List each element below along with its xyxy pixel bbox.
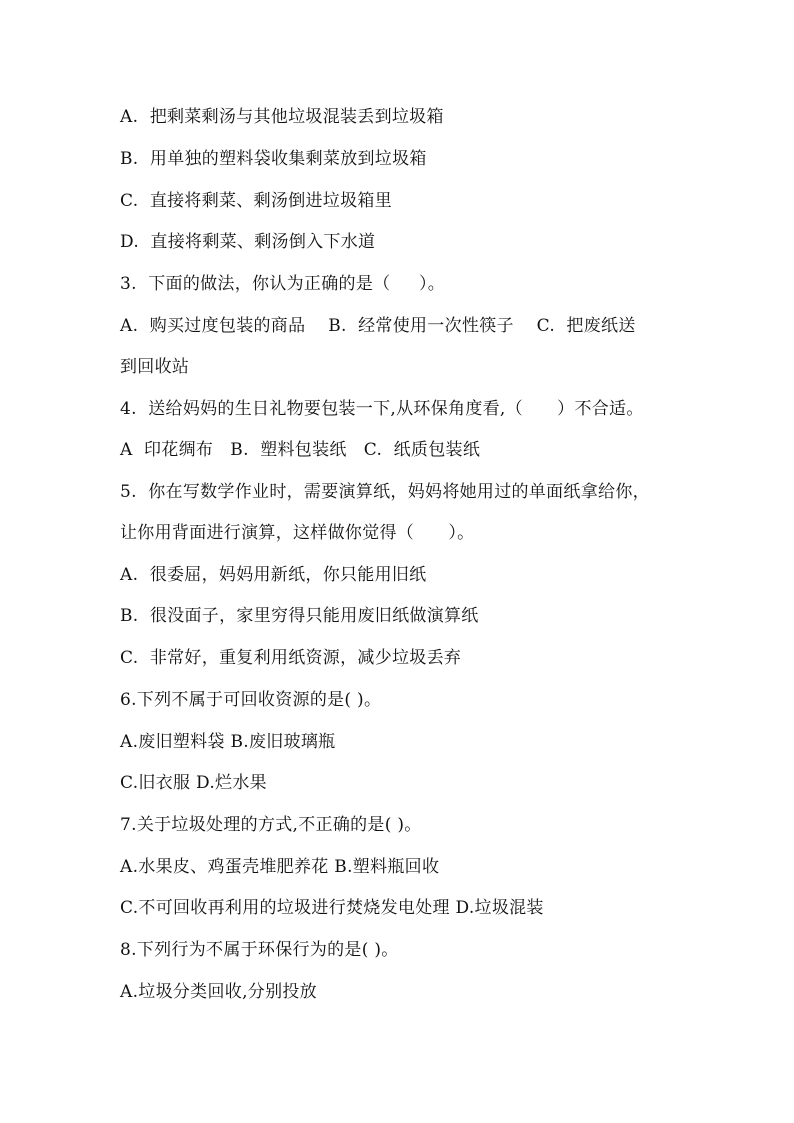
option-line: A 印花绸布 B. 塑料包装纸 C. 纸质包装纸 xyxy=(120,440,481,460)
question-line: 4. 送给妈妈的生日礼物要包装一下,从环保角度看,（ ）不合适。 xyxy=(120,399,644,419)
question-line: 8.下列行为不属于环保行为的是( )。 xyxy=(120,940,399,960)
option-line: C.不可回收再利用的垃圾进行焚烧发电处理 D.垃圾混装 xyxy=(120,898,544,918)
option-line: D. 直接将剩菜、剩汤倒入下水道 xyxy=(120,232,376,252)
option-line: C.旧衣服 D.烂水果 xyxy=(120,773,267,793)
question-line: 3. 下面的做法，你认为正确的是（ ）。 xyxy=(120,274,446,294)
question-line: 5. 你在写数学作业时，需要演算纸，妈妈将她用过的单面纸拿给你， xyxy=(120,482,650,502)
question-line: 7.关于垃圾处理的方式,不正确的是( )。 xyxy=(120,815,422,835)
option-line: C. 直接将剩菜、剩汤倒进垃圾箱里 xyxy=(120,191,393,211)
option-line: A. 把剩菜剩汤与其他垃圾混装丢到垃圾箱 xyxy=(120,107,444,127)
option-line: B. 很没面子，家里穷得只能用废旧纸做演算纸 xyxy=(120,606,479,626)
option-line: A.垃圾分类回收,分别投放 xyxy=(120,982,317,1002)
option-line: 到回收站 xyxy=(120,357,190,377)
question-line: 让你用背面进行演算，这样做你觉得（ ）。 xyxy=(120,523,475,543)
option-line: A. 很委屈，妈妈用新纸，你只能用旧纸 xyxy=(120,565,427,585)
option-line: A. 购买过度包装的商品 B. 经常使用一次性筷子 C. 把废纸送 xyxy=(120,316,636,336)
question-line: 6.下列不属于可回收资源的是( )。 xyxy=(120,690,382,710)
option-line: A.废旧塑料袋 B.废旧玻璃瓶 xyxy=(120,732,336,752)
option-line: C. 非常好，重复利用纸资源，减少垃圾丢弃 xyxy=(120,648,462,668)
option-line: B. 用单独的塑料袋收集剩菜放到垃圾箱 xyxy=(120,149,427,169)
option-line: A.水果皮、鸡蛋壳堆肥养花 B.塑料瓶回收 xyxy=(120,857,440,877)
